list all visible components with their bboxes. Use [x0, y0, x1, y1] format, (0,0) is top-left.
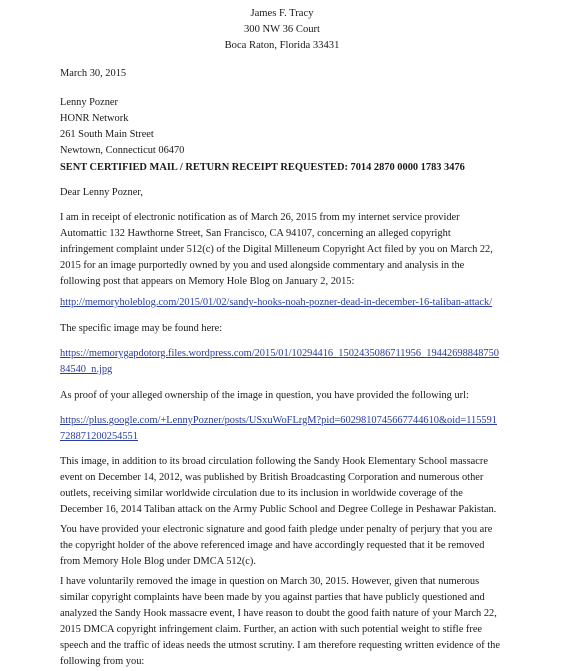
paragraph-circulation — [60, 454, 550, 518]
sender-street: 300 NW 36 Court — [243, 24, 321, 35]
text-line: from Memory Hole Blog under DMCA 512(c). — [60, 556, 256, 567]
text-line: following post that appears on Memory Hole Blog on January 2, 2015: — [60, 276, 355, 287]
paragraph-image-location: The specific image may be found here: — [60, 323, 223, 334]
text-line: 2015 for an image purportedly owned by you and used alongside commentary and analysis in the — [60, 260, 465, 271]
text-line: the copyright holder of the above referenced image and have accordingly requested that it be removed — [60, 540, 485, 551]
text-line: infringement complaint under 512(c) of the Digital Milleneum Copyright Act filed by you on March 22, — [60, 244, 493, 255]
text-line: You have provided your electronic signature and good faith pledge under penalty of perjury that you are — [60, 524, 493, 535]
text-line: December 16, 2014 Taliban attack on the Army Public School and Degree College in Peshawar Pakistan. — [60, 504, 497, 515]
text-line: Automattic 132 Hawthorne Street, San Francisco, CA 94107, concerning an alleged copyright — [60, 228, 451, 239]
sender-address — [0, 6, 564, 54]
text-line: event on December 14, 2012, was published by British Broadcasting Corporation and numerous other — [60, 472, 484, 483]
recipient-street: 261 South Main Street — [60, 129, 154, 140]
recipient-city: Newtown, Connecticut 06470 — [60, 145, 185, 156]
recipient-name: Lenny Pozner — [60, 97, 118, 108]
image-link-block — [60, 346, 550, 378]
text-line: This image, in addition to its broad circulation following the Sandy Hook Elementary School massacre — [60, 456, 488, 467]
paragraph-notification — [60, 210, 550, 290]
paragraph-ownership-proof: As proof of your alleged ownership of the image in question, you have provided the following url: — [60, 390, 469, 401]
paragraph-removal — [60, 574, 550, 670]
image-link-continued[interactable]: 84540_n.jpg — [60, 364, 113, 375]
letter-date: March 30, 2015 — [60, 68, 127, 79]
image-link[interactable]: https://memorygapdotorg.files.wordpress.com/2015/01/10294416_1502435086711956_19442698848750 — [60, 348, 499, 359]
paragraph-signature — [60, 522, 550, 570]
text-line: similar copyright complaints have been made by you against parties that have publicly questioned and — [60, 592, 485, 603]
proof-link-block — [60, 413, 550, 445]
text-line: analyzed the Sandy Hook massacre event, I have reason to doubt the good faith nature of your March 22, — [60, 608, 497, 619]
text-line: speech and the traffic of ideas needs the utmost scrutiny. I am therefore requesting written evidence of the — [60, 640, 500, 651]
post-link[interactable]: http://memoryholeblog.com/2015/01/02/sandy-hooks-noah-pozner-dead-in-december-16-taliban-attack/ — [60, 297, 493, 308]
proof-link-continued[interactable]: 728871200254551 — [60, 431, 138, 442]
sender-name: James F. Tracy — [250, 8, 314, 19]
text-line: outlets, receiving similar worldwide circulation due to its inclusion in worldwide coverage of the — [60, 488, 463, 499]
text-line: I am in receipt of electronic notification as of March 26, 2015 from my internet service provider — [60, 212, 460, 223]
post-link-block — [60, 295, 550, 311]
recipient-org: HONR Network — [60, 113, 129, 124]
proof-link[interactable]: https://plus.google.com/+LennyPozner/posts/USxuWoFLrgM?pid=6029810745667744610&oid=115591 — [60, 415, 497, 426]
text-line: I have voluntarily removed the image in question on March 30, 2015. However, given that numerous — [60, 576, 480, 587]
sender-city: Boca Raton, Florida 33431 — [224, 40, 340, 51]
text-line: following from you: — [60, 656, 145, 667]
text-line: 2015 DMCA copyright infringement claim. Further, an action with such potential weight to stifle free — [60, 624, 483, 635]
salutation: Dear Lenny Pozner, — [60, 187, 143, 198]
sent-certified-line: SENT CERTIFIED MAIL / RETURN RECEIPT REQUESTED: 7014 2870 0000 1783 3476 — [60, 162, 465, 173]
recipient-address — [60, 95, 550, 159]
